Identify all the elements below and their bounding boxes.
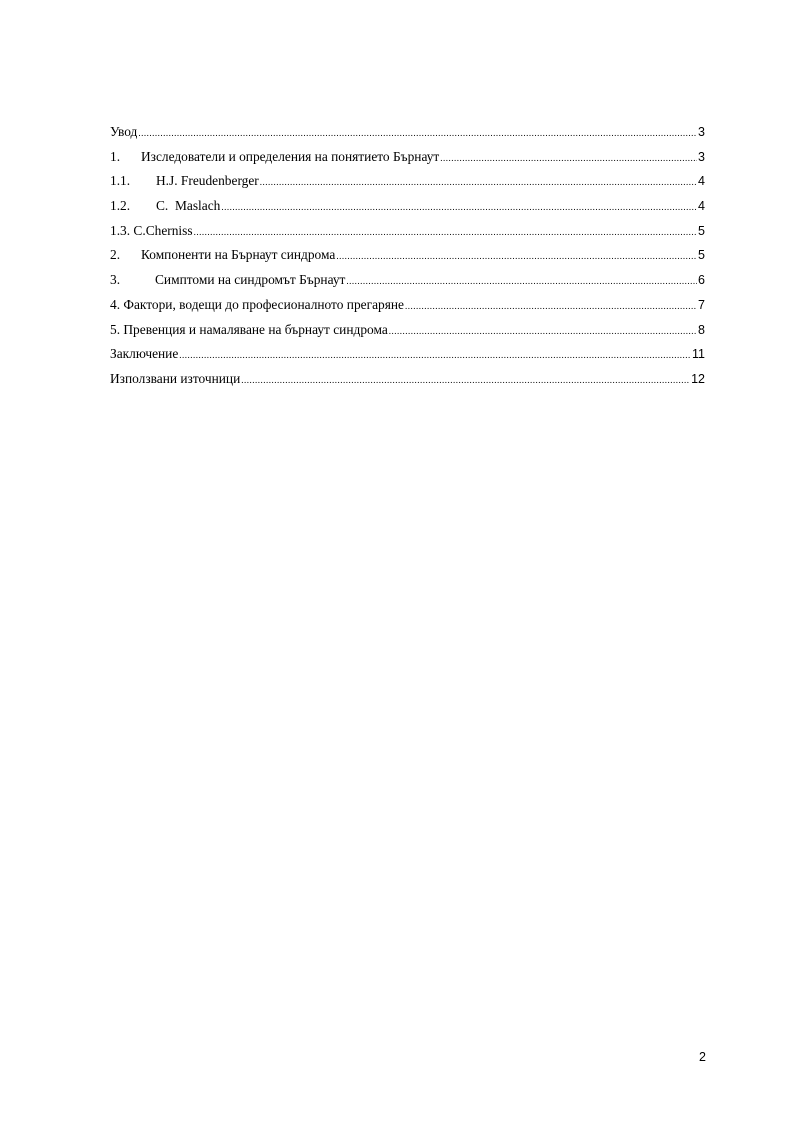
toc-dot-leader [241,370,690,390]
toc-entry-page: 3 [698,149,705,164]
toc-entry-number: 1.1. [110,173,131,189]
toc-entry-title: 1.3. C.Cherniss [110,222,193,238]
toc-dot-leader [138,123,697,143]
toc-entry-title: Използвани източници [110,370,241,386]
toc-entry-page: 7 [698,297,705,312]
toc-entry-title: Изследователи и определения на понятието Бърнаут [141,148,440,164]
table-of-contents [110,122,705,394]
toc-entry-number: 1. [110,148,121,164]
toc-entry-title: 4. Фактори, водещи до професионалното прегаряне [110,296,404,312]
toc-entry-page: 4 [698,174,705,189]
toc-entry-page: 6 [698,273,705,288]
page-number: 2 [699,1050,706,1064]
toc-entry-number: 1.2. [110,198,131,214]
toc-entry-page: 5 [698,223,705,238]
toc-dot-leader [389,321,697,341]
toc-dot-leader [221,197,697,217]
toc-entry-freudenberger[interactable] [110,171,705,196]
toc-entry-prevention[interactable] [110,320,705,345]
toc-entry-cherniss[interactable] [110,221,705,246]
toc-entry-factors[interactable] [110,295,705,320]
toc-entry-researchers[interactable] [110,147,705,172]
toc-entry-components[interactable] [110,245,705,270]
toc-entry-page: 11 [692,347,705,362]
toc-entry-title: H.J. Freudenberger [156,173,259,189]
toc-entry-title: Компоненти на Бърнаут синдрома [141,247,336,263]
toc-entry-page: 8 [698,322,705,337]
toc-entry-number: 3. [110,272,121,288]
toc-entry-page: 5 [698,248,705,263]
toc-dot-leader [346,271,697,291]
toc-dot-leader [260,172,697,192]
toc-entry-page: 4 [698,199,705,214]
toc-dot-leader [194,222,697,242]
toc-dot-leader [405,296,697,316]
toc-entry-title: Заключение [110,346,179,362]
toc-entry-symptoms[interactable] [110,270,705,295]
toc-entry-conclusion[interactable] [110,344,705,369]
toc-entry-title: Увод [110,124,138,139]
toc-entry-page: 12 [691,371,705,386]
toc-entry-sources[interactable] [110,369,705,394]
toc-entry-maslach[interactable] [110,196,705,221]
toc-entry-number: 2. [110,247,121,263]
toc-entry-title: 5. Превенция и намаляване на бърнаут синдрома [110,321,388,337]
toc-dot-leader [336,246,697,266]
toc-dot-leader [179,345,691,365]
toc-dot-leader [440,148,697,168]
toc-entry-title: Симптоми на синдромът Бърнаут [155,272,346,288]
toc-entry-page: 3 [698,125,705,139]
toc-entry-title: C. Maslach [156,198,221,214]
toc-entry-intro[interactable] [110,122,705,147]
